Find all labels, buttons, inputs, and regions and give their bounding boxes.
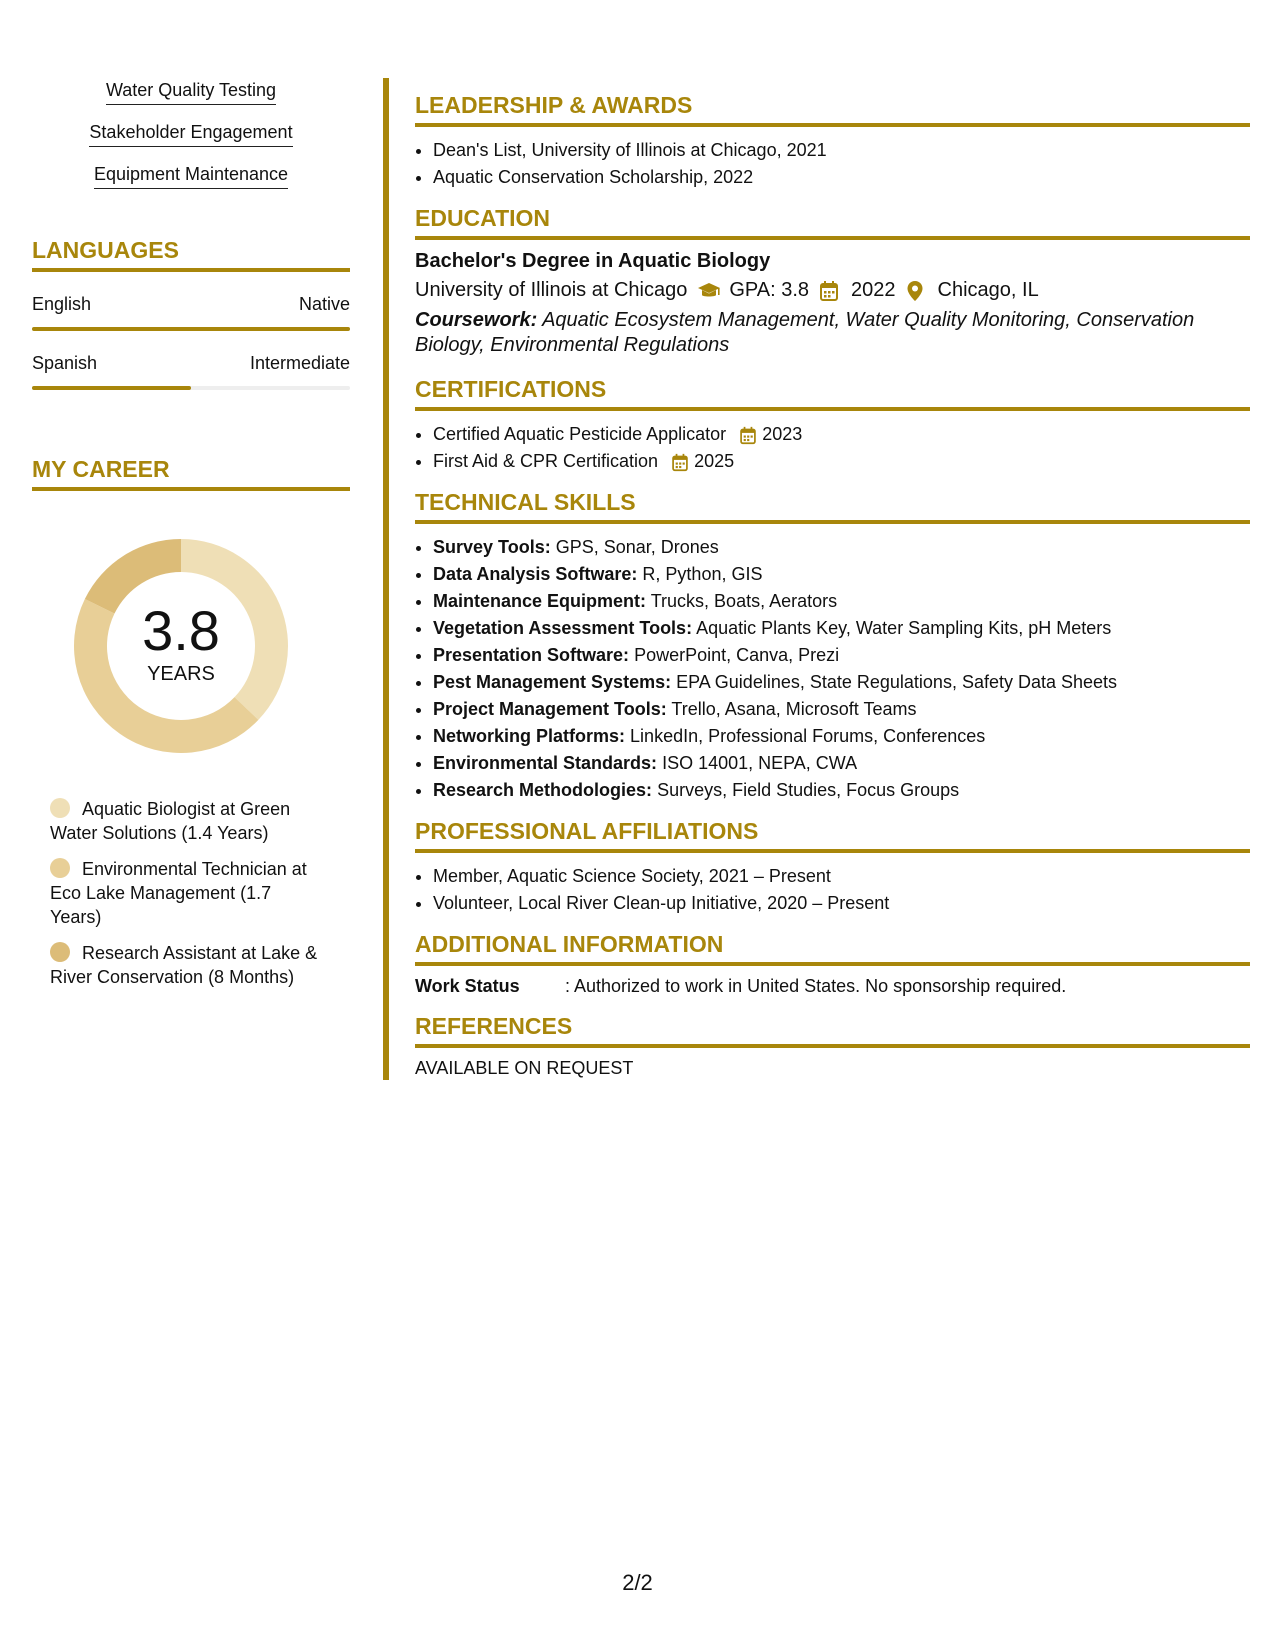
list-item [433,615,1250,642]
skill-value: Trucks, Boats, Aerators [650,591,838,611]
left-column [32,80,350,1001]
edu-coursework [415,308,1250,358]
skill-value: Surveys, Field Studies, Focus Groups [657,780,960,800]
legend-label: Aquatic Biologist at Green Water Solutions (1.4 Years) [50,799,291,843]
location-pin-icon [906,280,928,302]
career-donut-chart [66,531,296,761]
skill-label: Pest Management Systems: [433,672,672,692]
cert-year: 2023 [762,424,803,444]
leadership-section [415,92,1250,191]
skill-value: LinkedIn, Professional Forums, Conferences [630,726,986,746]
work-status-label: Work Status [415,976,520,996]
language-bar [32,327,350,331]
column-divider [383,78,389,1080]
language-bar [32,386,350,390]
list-item: • Member, Aquatic Science Society, 2021 – Present [433,863,1250,890]
edu-year: 2022 [851,279,896,301]
list-item [433,723,1250,750]
certifications-list [415,421,1250,475]
list-item [433,561,1250,588]
legend-item [50,941,325,989]
legend-label: Environmental Technician at Eco Lake Management (1.7 Years) [50,859,307,927]
languages-section [32,237,350,390]
legend-label: Research Assistant at Lake & River Conservation (8 Months) [50,943,318,987]
skill-value: GPS, Sonar, Drones [555,537,719,557]
affiliations-section [415,818,1250,917]
language-name: English [32,294,92,314]
career-total: 3.8 [142,599,220,662]
skill-label: Maintenance Equipment: [433,591,647,611]
skill-tag [32,122,350,147]
donut-center [66,531,296,761]
legend-item [50,857,325,929]
career-title: MY CAREER [32,456,350,491]
coursework-label: Coursework: [415,309,538,331]
skill-label: Survey Tools: [433,537,551,557]
skill-value: Trello, Asana, Microsoft Teams [671,699,917,719]
list-item: • Dean's List, University of Illinois at Chicago, 2021 [433,137,1250,164]
calendar-icon [739,426,757,444]
list-item [433,588,1250,615]
career-unit: YEARS [147,663,215,685]
language-level: Intermediate [249,353,350,373]
skill-label: Presentation Software: [433,645,630,665]
legend-dot [50,798,70,818]
references-text: AVAILABLE ON REQUEST [415,1058,634,1078]
skill-tag-label: Water Quality Testing [106,80,276,105]
certifications-section [415,376,1250,475]
list-item [433,534,1250,561]
languages-title: LANGUAGES [32,237,350,272]
language-bar-fill [32,327,350,331]
leadership-title: LEADERSHIP & AWARDS [415,92,1250,127]
skill-value: Aquatic Plants Key, Water Sampling Kits, pH Meters [696,618,1112,638]
legend-item [50,797,325,845]
skill-tag [32,164,350,189]
work-status-value: : Authorized to work in United States. No sponsorship required. [565,976,1067,996]
skill-value: PowerPoint, Canva, Prezi [634,645,840,665]
list-item: • Aquatic Conservation Scholarship, 2022 [433,164,1250,191]
coursework-text: Aquatic Ecosystem Management, Water Quality Monitoring, Conservation Biology, Environmental Regulations [415,309,1195,356]
skill-tag-label: Equipment Maintenance [94,164,288,189]
skill-value: EPA Guidelines, State Regulations, Safety Data Sheets [676,672,1118,692]
skill-label: Research Methodologies: [433,780,653,800]
edu-school: University of Illinois at Chicago [415,279,688,301]
list-item [433,448,1250,475]
list-item [433,696,1250,723]
certifications-title: CERTIFICATIONS [415,376,1250,411]
education-section [415,205,1250,358]
additional-title: ADDITIONAL INFORMATION [415,931,1250,966]
edu-degree: Bachelor's Degree in Aquatic Biology [415,250,771,272]
graduation-cap-icon [697,280,719,302]
skill-tag-label: Stakeholder Engagement [89,122,292,147]
list-item [433,669,1250,696]
skill-label: Networking Platforms: [433,726,626,746]
language-bar-fill [32,386,191,390]
skill-label: Vegetation Assessment Tools: [433,618,693,638]
cert-name: Certified Aquatic Pesticide Applicator [433,424,727,444]
skill-value: R, Python, GIS [642,564,763,584]
cert-year: 2025 [694,451,735,471]
skill-label: Data Analysis Software: [433,564,638,584]
edu-location: Chicago, IL [937,279,1039,301]
additional-info-section [415,931,1250,997]
legend-dot [50,858,70,878]
language-item [32,353,350,390]
affiliations-title: PROFESSIONAL AFFILIATIONS [415,818,1250,853]
skill-value: ISO 14001, NEPA, CWA [662,753,858,773]
leadership-list [415,137,1250,191]
technical-list [415,534,1250,804]
calendar-icon [819,280,841,302]
list-item: • Volunteer, Local River Clean-up Initiative, 2020 – Present [433,890,1250,917]
cert-name: First Aid & CPR Certification [433,451,659,471]
technical-skills-section [415,489,1250,804]
calendar-icon [671,453,689,471]
career-section [32,456,350,989]
references-section [415,1013,1250,1079]
edu-details [415,279,1250,302]
list-item [433,777,1250,804]
affiliations-list [415,863,1250,917]
skill-label: Project Management Tools: [433,699,667,719]
list-item [433,750,1250,777]
skill-label: Environmental Standards: [433,753,658,773]
legend-dot [50,942,70,962]
education-title: EDUCATION [415,205,1250,240]
list-item [433,642,1250,669]
skill-tag [32,80,350,105]
language-item [32,294,350,331]
language-level: Native [298,294,350,314]
career-legend [50,797,325,989]
language-name: Spanish [32,353,98,373]
right-column [415,92,1250,1079]
page-number: 2/2 [622,1570,653,1595]
list-item [433,421,1250,448]
edu-gpa: GPA: 3.8 [729,279,810,301]
skill-tags [32,80,350,189]
technical-title: TECHNICAL SKILLS [415,489,1250,524]
references-title: REFERENCES [415,1013,1250,1048]
work-status-row [415,976,1250,997]
